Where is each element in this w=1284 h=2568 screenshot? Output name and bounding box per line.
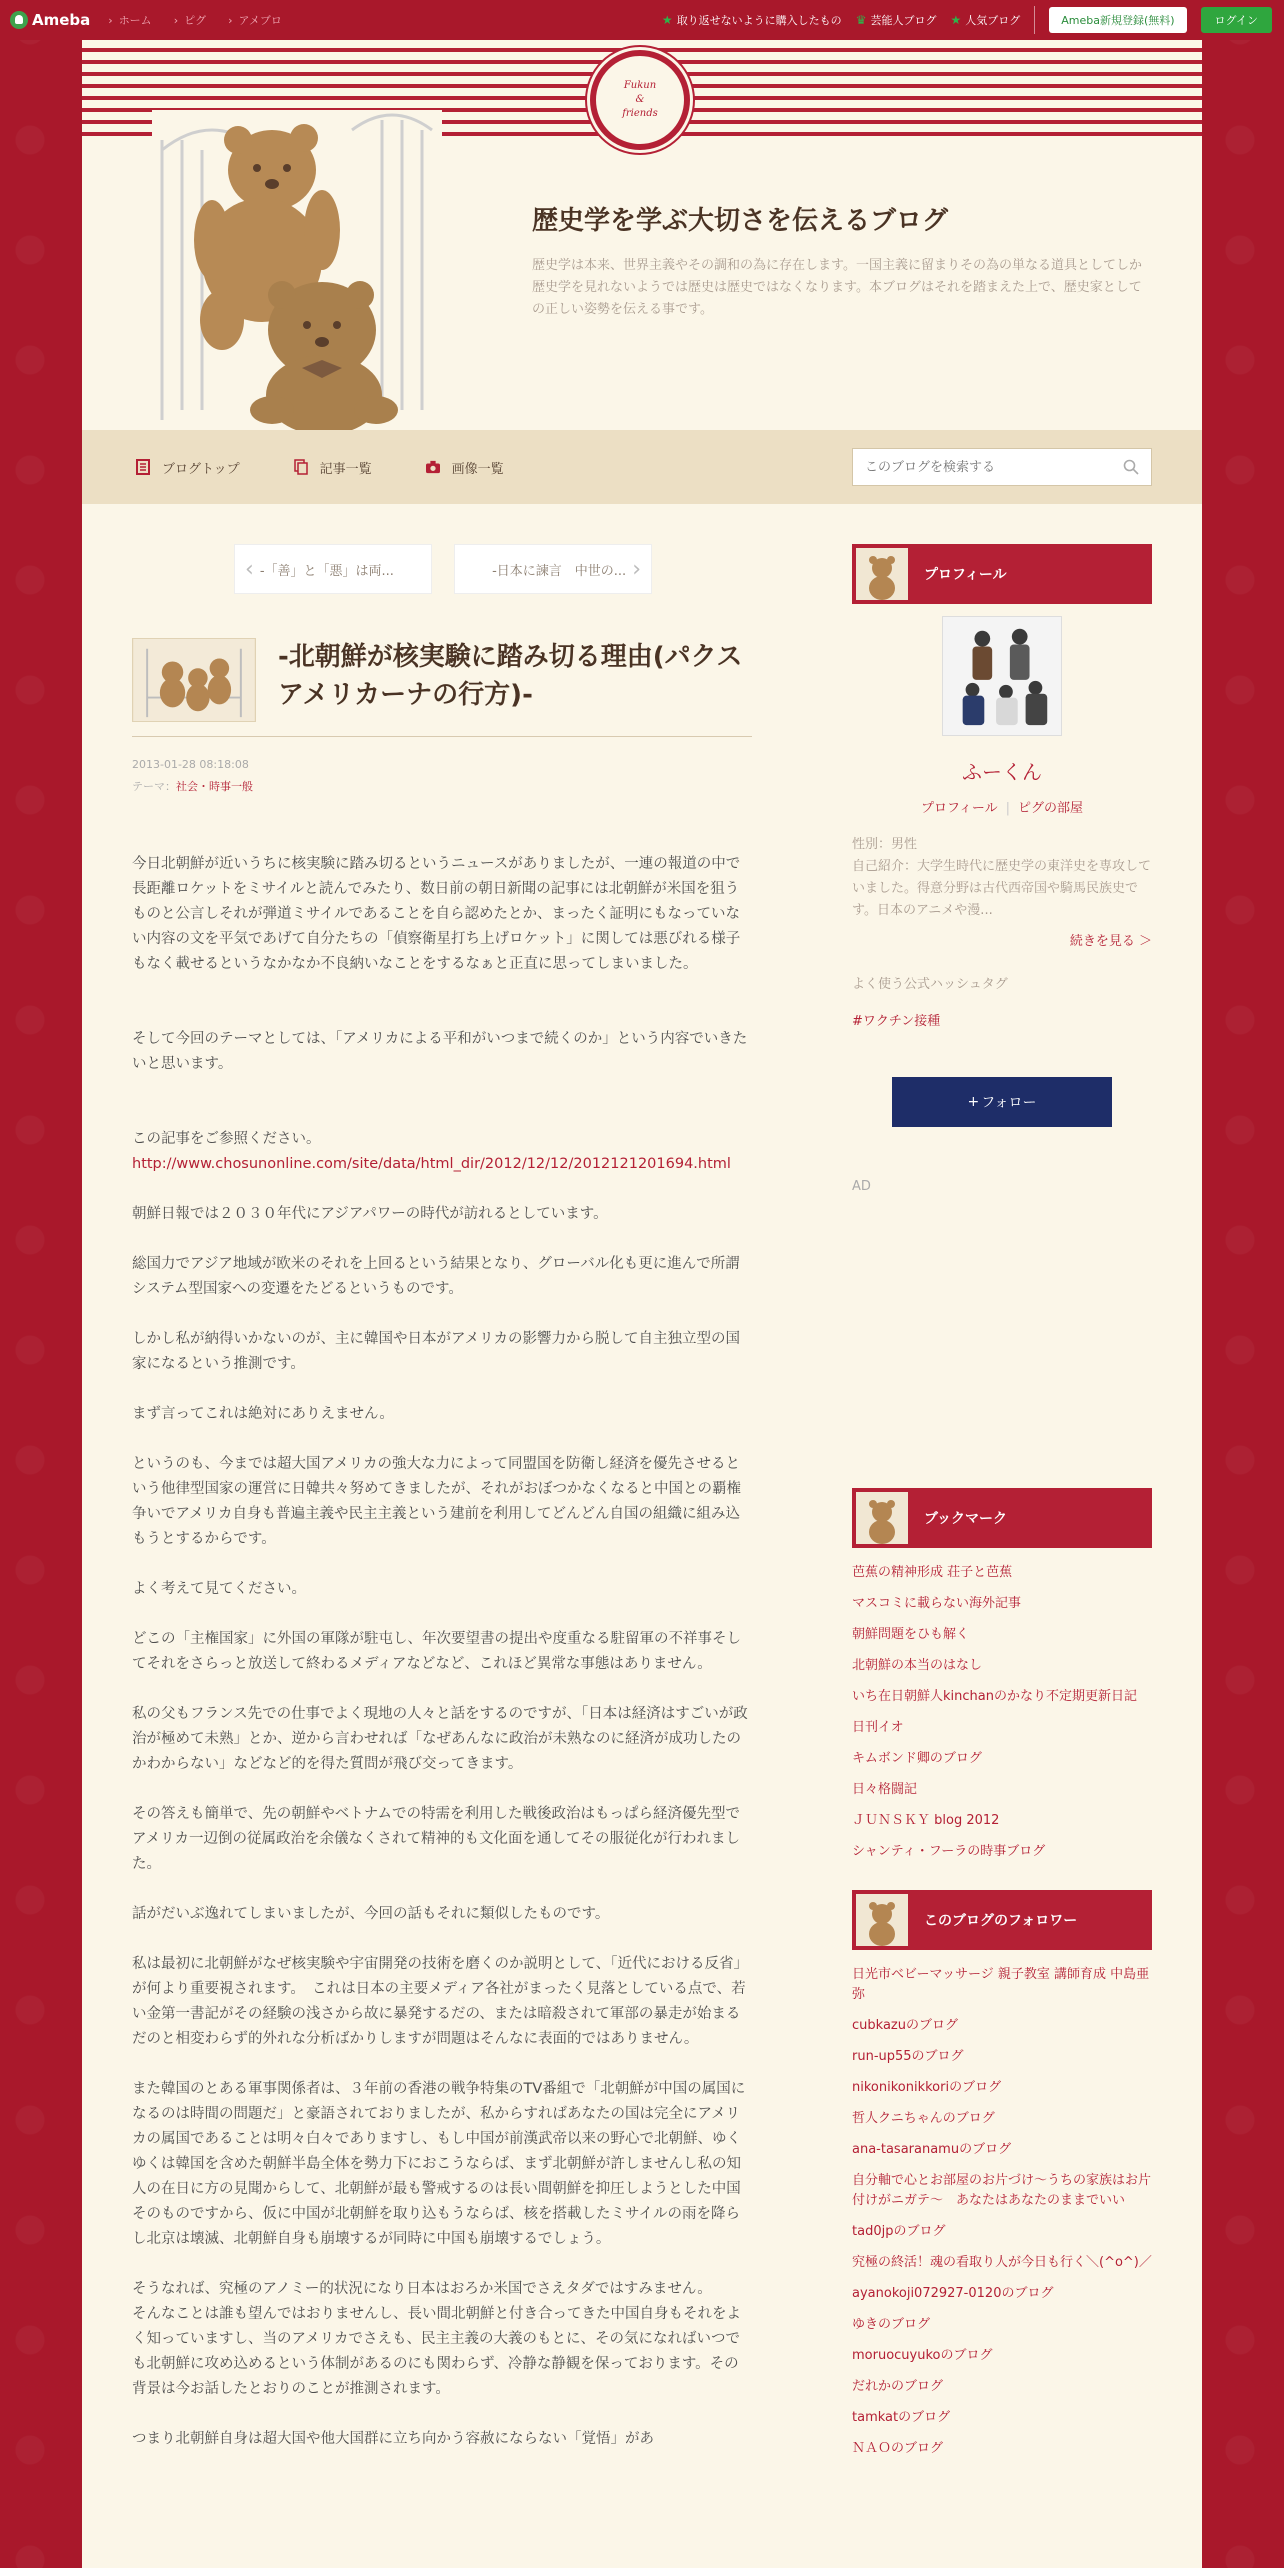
nav-blog-top[interactable]: ブログトップ xyxy=(136,458,240,477)
star-icon: ★ xyxy=(950,13,962,27)
profile-link[interactable]: プロフィール xyxy=(920,801,998,816)
blog-page xyxy=(82,40,1202,2568)
topbar-celebrity-blog-link[interactable]: ♛ 芸能人ブログ xyxy=(855,13,937,27)
follower-link[interactable]: tamkatのブログ xyxy=(852,2410,951,2425)
follower-link[interactable]: tad0jpのブログ xyxy=(852,2224,946,2239)
entry-paragraph: しかし私が納得いかないのが、主に韓国や日本がアメリカの影響力から脱して自主独立型の国家になるという推測です。 xyxy=(132,1331,740,1372)
teddy-bears-image xyxy=(152,110,442,430)
follower-link[interactable]: ayanokoji072927-0120のブログ xyxy=(852,2286,1054,2301)
topnav-ameblo[interactable]: › アメブロ xyxy=(228,12,282,28)
follow-button[interactable]: + フォロー xyxy=(892,1077,1112,1127)
bookmark-link[interactable]: 芭蕉の精神形成 荘子と芭蕉 xyxy=(852,1565,1013,1580)
bookmark-header: ブックマーク xyxy=(852,1488,1152,1548)
blog-search xyxy=(852,448,1152,486)
entry-paragraph: その答えも簡単で、先の朝鮮やベトナムでの特需を利用した戦後政治はもっぱら経済優先型でアメリカ一辺倒の従属政治を余儀なくされて精神的も文化面を通してその服従化が行われました。 xyxy=(132,1806,740,1872)
entry-paragraph: まず言ってこれは絶対にありえません。 xyxy=(132,1406,394,1422)
entry-meta xyxy=(132,754,253,798)
chosunonline-link[interactable]: http://www.chosunonline.com/site/data/html_dir/2012/12/12/2012121201694.html xyxy=(132,1156,731,1172)
login-button[interactable]: ログイン xyxy=(1201,7,1272,33)
entry-list-icon xyxy=(294,459,308,475)
profile-info xyxy=(852,834,1152,922)
profile-photo[interactable] xyxy=(942,616,1062,736)
follower-link[interactable]: run-up55のブログ xyxy=(852,2049,964,2064)
follower-link[interactable]: だれかのブログ xyxy=(852,2379,944,2394)
entry-paragraph: 今日北朝鮮が近いうちに核実験に踏み切るというニュースがありましたが、一連の報道の中で長距離ロケットをミサイルと読んでみたり、数日前の朝日新聞の記事には北朝鮮が米国を狙うものと公言しそれが弾道ミサイルであることを自ら認めたとか、まったく証明にもなっていない内容の文を平気であげて自分たちの「偵察衛星打ち上げロケット」に関しては悪びれる様子もなく載せるというなかなか不良納いなことをするなぁと正直に思ってしまいました。 xyxy=(132,856,741,972)
follower-link[interactable]: 哲人クニちゃんのブログ xyxy=(852,2111,995,2126)
search-icon[interactable] xyxy=(1123,459,1139,475)
bookmark-link[interactable]: マスコミに載らない海外記事 xyxy=(852,1596,1022,1611)
next-entry-button[interactable]: -日本に諫言 中世の... › xyxy=(454,544,652,594)
followers-header: このブログのフォロワー xyxy=(852,1890,1152,1950)
entry-paragraph: 話がだいぶ逸れてしまいましたが、今回の話もそれに類似したものです。 xyxy=(132,1906,610,1922)
bookmark-link[interactable]: 日刊イオ xyxy=(852,1720,904,1735)
chevron-right-icon: › xyxy=(632,556,641,582)
camera-icon xyxy=(426,459,440,475)
nav-entry-list[interactable]: 記事一覧 xyxy=(294,458,372,477)
entry-paragraph: そして今回のテーマとしては、「アメリカによる平和がいつまで続くのか」という内容でいきたいと思います。 xyxy=(132,1031,748,1072)
follower-link[interactable]: cubkazuのブログ xyxy=(852,2018,958,2033)
bookmark-link[interactable]: ＪＵＮＳＫＹ blog 2012 xyxy=(852,1813,1000,1828)
profile-links: プロフィール | ピグの部屋 xyxy=(920,801,1084,816)
sidebar xyxy=(852,544,1152,2465)
topbar-popular-blog-link[interactable]: ★ 人気ブログ xyxy=(950,13,1021,27)
blog-description: 歴史学は本来、世界主義やその調和の為に存在します。一国主義に留まりその為の単なる道具としてしか歴史学を見れないようでは歴史は歴史ではなくなります。本ブログはそれを踏まえた上で、歴史家としての正しい姿勢を伝える事です。 xyxy=(532,258,1142,317)
blog-header xyxy=(82,40,1202,430)
bear-avatar xyxy=(856,1894,908,1946)
follower-link[interactable]: ana-tasaranamuのブログ xyxy=(852,2142,1012,2157)
follower-link[interactable]: moruocuyukoのブログ xyxy=(852,2348,993,2363)
profile-more-link[interactable]: 続きを見る ＞ xyxy=(1069,934,1152,949)
profile-gender: 性別：男性 xyxy=(852,837,918,852)
entry-paragraph: そうなれば、究極のアノミー的状況になり日本はおろか米国でさえタダではすみません。 そんなことは誰も望んではおりませんし、長い間北朝鮮と付き合ってきた中国自身もそれをよく知っていますし、当のアメリカでさえも、民主主義の大義のもとに、その気になればいつでも北朝鮮に攻め込めるという体制があるのにも関わらず、冷静な静観を保っております。その背景は今お話したとおりのことが推測されます。 xyxy=(132,2281,741,2397)
blog-navbar xyxy=(82,430,1202,504)
ad-label: AD xyxy=(852,1179,871,1194)
entry-body xyxy=(132,852,752,2477)
blog-top-icon xyxy=(136,459,150,475)
ameba-logo-icon xyxy=(10,11,28,29)
entry-paragraph: よく考えて見てください。 xyxy=(132,1581,306,1597)
entry-paragraph: どこの「主権国家」に外国の軍隊が駐屯し、年次要望書の提出や度重なる駐留軍の不祥事そしてそれをさらっと放送して終わるメディアなどなど、これほど異常な事態はありません。 xyxy=(132,1631,741,1672)
star-icon: ★ xyxy=(661,13,673,27)
entry-theme: テーマ：社会・時事一般 xyxy=(132,780,253,793)
chevron-left-icon: ‹ xyxy=(245,556,254,582)
profile-intro: 自己紹介：大学生時代に歴史学の東洋史を専攻していました。得意分野は古代西帝国や騎馬民族史です。日本のアニメや漫... xyxy=(852,859,1152,918)
topnav-pigg[interactable]: › ピグ xyxy=(174,12,206,28)
entry-title-divider xyxy=(132,736,752,737)
follower-link[interactable]: 自分軸で心とお部屋のお片づけ～うちの家族はお片付けがニガテ～ あなたはあなたのままでいい xyxy=(852,2173,1152,2208)
header-emblem: Fukun & friends xyxy=(590,50,690,150)
hashtag-link[interactable]: #ワクチン接種 xyxy=(852,1014,941,1029)
topbar-nav xyxy=(108,12,282,28)
prev-entry-button[interactable]: ‹ -「善」と「悪」は両... xyxy=(234,544,432,594)
topbar-hidden-purchase-link[interactable]: ★ 取り返せないように購入したもの xyxy=(661,13,842,27)
topbar-divider xyxy=(1034,6,1035,34)
topbar-right xyxy=(662,6,1284,34)
bookmark-link[interactable]: 朝鮮問題をひも解く xyxy=(852,1627,970,1642)
topnav-home[interactable]: › ホーム xyxy=(108,12,151,28)
bookmark-list xyxy=(852,1548,1152,1868)
ameba-logo[interactable]: Ameba xyxy=(10,11,90,29)
plus-icon: + xyxy=(967,1094,980,1110)
register-button[interactable]: Ameba新規登録(無料) xyxy=(1049,7,1186,33)
bookmark-link[interactable]: いち在日朝鮮人kinchanのかなり不定期更新日記 xyxy=(852,1689,1137,1704)
entry-title[interactable]: -北朝鮮が核実験に踏み切る理由(パクスアメリカーナの行方)- xyxy=(278,642,743,710)
entry-paragraph: 朝鮮日報では２０３０年代にアジアパワーの時代が訪れるとしています。 xyxy=(132,1206,608,1222)
follower-link[interactable]: 究極の終活！魂の看取り人が今日も行く＼(^o^)／ xyxy=(852,2255,1152,2270)
blog-title[interactable]: 歴史学を学ぶ大切さを伝えるブログ xyxy=(532,206,949,236)
entry-paragraph: というのも、今までは超大国アメリカの強大な力によって同盟国を防衛し経済を優先させるという他律型国家の運営に日韓共々努めてきましたが、それがおぼつかなくなると中国との覇権争いでアメリカ自身も普遍主義や民主主義という建前を利用してどんどん自国の組織に組み込もうとするからです。 xyxy=(132,1456,741,1547)
entry-theme-link[interactable]: 社会・時事一般 xyxy=(176,780,253,793)
follower-link[interactable]: 日光市ベビーマッサージ 親子教室 講師育成 中島亜弥 xyxy=(852,1967,1150,2002)
entry-paragraph: 総国力でアジア地域が欧米のそれを上回るという結果となり、グローバル化も更に進んで所謂システム型国家への変遷をたどるというものです。 xyxy=(132,1256,740,1297)
bookmark-link[interactable]: 日々格闘記 xyxy=(852,1782,918,1797)
entry-pager xyxy=(234,544,652,594)
bear-avatar xyxy=(856,1492,908,1544)
follower-link[interactable]: ゆきのブログ xyxy=(852,2317,931,2332)
entry-paragraph: つまり北朝鮮自身は超大国や他大国群に立ち向かう容赦にならない「覚悟」があ xyxy=(132,2431,654,2447)
bookmark-link[interactable]: 北朝鮮の本当のはなし xyxy=(852,1658,983,1673)
profile-header: プロフィール xyxy=(852,544,1152,604)
search-input[interactable] xyxy=(865,460,1123,475)
hashtag-title: よく使う公式ハッシュタグ xyxy=(852,977,1008,992)
entry-paragraph: また韓国のとある軍事関係者は、３年前の香港の戦争特集のTV番組で「北朝鮮が中国の属国になるのは時間の問題だ」と豪語されておりましたが、私からすればあなたの国は完全にアメリカの属国であることは明々白々でありますし、もし中国が前漢武帝以来の野心で北朝鮮、ゆくゆくは韓国を含めた朝鮮半島全体を勢力下におこうならば、まず北朝鮮が許しませんし私の知人の在日に方の見聞からして、北朝鮮が最も警戒するのは長い間朝鮮を抑圧しようとした中国そのものですから、仮に中国が北朝鮮を取り込もうならば、核を搭載したミサイルの雨を降らし北京は壊滅、北朝鮮自身も崩壊するが同時に中国も崩壊するでしょう。 xyxy=(132,2081,746,2247)
follower-list xyxy=(852,1950,1152,2465)
entry-paragraph: この記事をご参照ください。 http://www.chosunonline.com/site/data/html_dir/2012/12/12/2012121201694.html xyxy=(132,1131,731,1172)
bookmark-link[interactable]: シャンティ・フーラの時事ブログ xyxy=(852,1844,1046,1859)
pigg-room-link[interactable]: ピグの部屋 xyxy=(1018,801,1084,816)
profile-name[interactable]: ふーくん xyxy=(962,760,1042,784)
bear-avatar xyxy=(856,548,908,600)
bookmark-link[interactable]: キムボンド卿のブログ xyxy=(852,1751,982,1766)
entry-thumbnail[interactable] xyxy=(132,638,256,722)
follower-link[interactable]: nikonikonikkoriのブログ xyxy=(852,2080,1002,2095)
crown-icon: ♛ xyxy=(855,13,867,27)
entry-paragraph: 私は最初に北朝鮮がなぜ核実験や宇宙開発の技術を磨くのか説明として、「近代における反省」が何より重要視されます。 これは日本の主要メディア各社がまったく見落としている点で、若い金第一書記がその経験の浅さから故に暴発するだの、または暗殺されて軍部の暴走が始まるだのと相変わらず的外れな分析ばかりしますが問題はそんなに表面的ではありません。 xyxy=(132,1956,748,2047)
follower-link[interactable]: ＮＡＯのブログ xyxy=(852,2441,944,2456)
nav-image-list[interactable]: 画像一覧 xyxy=(426,458,504,477)
ameba-topbar xyxy=(0,0,1284,40)
entry-paragraph: 私の父もフランス先での仕事でよく現地の人々と話をするのですが、「日本は経済はすごいが政治が極めて未熟」とか、逆から言わせれば「なぜあんなに政治が未熟なのに経済が成功したのかわからない」などなど的を得た質問が飛び交ってきます。 xyxy=(132,1706,748,1772)
entry-date: 2013-01-28 08:18:08 xyxy=(132,758,249,771)
